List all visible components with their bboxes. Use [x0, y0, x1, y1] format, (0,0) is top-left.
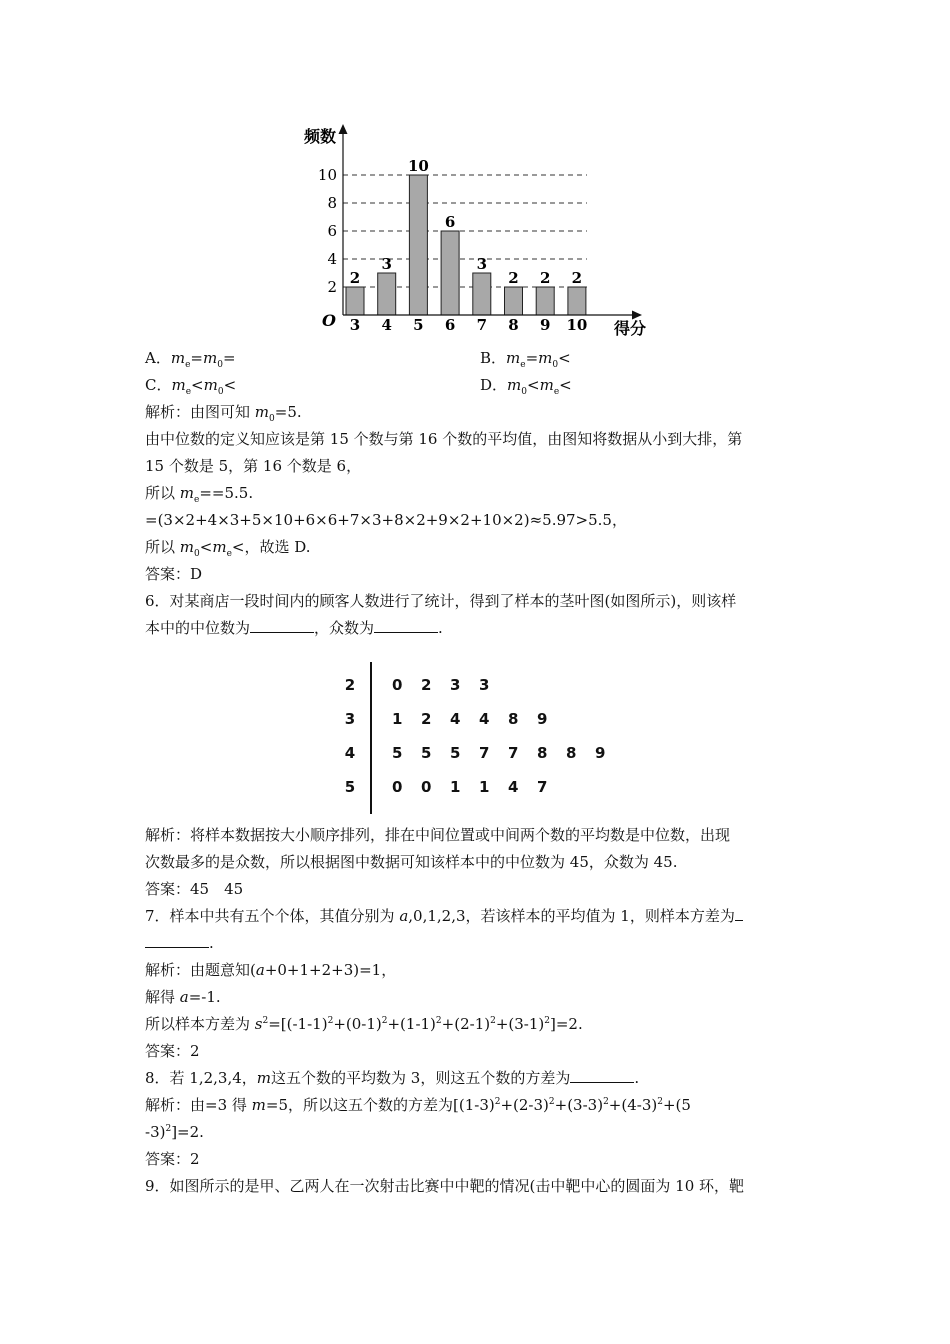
x-tick-label: 9	[539, 316, 551, 334]
option-d: D．$m_0<m_e<$	[480, 376, 572, 397]
bar-value-label: 6	[444, 213, 456, 231]
leaf-value: 2	[421, 710, 432, 728]
leaf-value: 8	[508, 710, 519, 728]
bar-value-label: 10	[407, 157, 429, 175]
q6-stem-line-2: 本中的中位数为 ，众数为 .	[145, 619, 443, 637]
q5-solution-line-2: 由中位数的定义知应该是第 15 个数与第 16 个数的平均值，由图知将数据从小到大排，第	[145, 430, 743, 448]
x-tick-label: 5	[413, 316, 424, 334]
leaf-value: 5	[450, 744, 461, 762]
q5-solution-line-6: 所以 $m_0<m_e<$，故选 D.	[145, 538, 311, 559]
leaf-value: 5	[421, 744, 432, 762]
options-row-2	[145, 372, 815, 399]
leaf-value: 7	[508, 744, 519, 762]
x-tick-label: 4	[381, 316, 392, 334]
leaf-value: 1	[392, 710, 403, 728]
stem-value: 4	[344, 744, 356, 762]
bar	[505, 287, 523, 315]
leaf-value: 0	[421, 778, 432, 796]
y-tick-label: 6	[327, 222, 337, 240]
q5-answer: 答案：D	[145, 565, 203, 583]
bar	[346, 287, 364, 315]
leaf-value: 3	[479, 676, 490, 694]
leaf-value: 3	[450, 676, 461, 694]
leaf-list	[392, 710, 566, 728]
answer-blank	[570, 1068, 634, 1083]
stem-value: 3	[344, 710, 356, 728]
leaf-value: 0	[392, 676, 403, 694]
leaf-value: 2	[421, 676, 432, 694]
bar-value-label: 3	[381, 255, 392, 273]
bar-value-label: 2	[349, 269, 361, 287]
q5-solution-line-4: 所以 $m_e==5.5$.	[145, 484, 254, 505]
answer-blank	[735, 906, 743, 921]
leaf-value: 5	[392, 744, 403, 762]
q7-solution-line-1: 解析：由题意知(a+0+1+2+3)=1，	[145, 961, 397, 979]
leaf-value: 1	[479, 778, 490, 796]
leaf-list	[392, 778, 566, 796]
q6-solution-line-2: 次数最多的是众数，所以根据图中数据可知该样本中的中位数为 45，众数为 45.	[145, 853, 678, 871]
bar	[536, 287, 554, 315]
leaf-value: 4	[479, 710, 490, 728]
q5-solution-line-5: =(3×2+4×3+5×10+6×6+7×3+8×2+9×2+10×2)≈5.97>5.5，	[145, 511, 627, 529]
leaf-value: 0	[392, 778, 403, 796]
q6-answer: 答案：45 45	[145, 880, 244, 898]
leaf-value: 7	[537, 778, 548, 796]
x-tick-label: 6	[444, 316, 456, 334]
x-tick-label: 7	[476, 316, 488, 334]
q7-stem-line-1: 7．样本中共有五个个体，其值分别为 a,0,1,2,3，若该样本的平均值为 1，则样本方差为	[145, 903, 815, 930]
option-a: A．$m_e=m_0=$	[145, 349, 236, 370]
leaf-list	[392, 744, 624, 762]
q8-solution-line-1: 解析：由=3 得 m=5，所以这五个数的方差为[$(1-3)^2+(2-3)^2+(3-3)^2+(4-3)^2+(5$	[145, 1096, 691, 1114]
leaf-value: 7	[479, 744, 490, 762]
y-tick-label: 8	[327, 194, 337, 212]
leaf-value: 1	[450, 778, 461, 796]
bar	[473, 273, 491, 315]
bar	[441, 231, 459, 315]
y-tick-label: 4	[327, 250, 337, 268]
stem-value: 5	[344, 778, 356, 796]
q7-stem-line-2: .	[145, 930, 815, 957]
x-tick-label: 8	[508, 316, 519, 334]
q9-stem-line-1: 9．如图所示的是甲、乙两人在一次射击比赛中中靶的情况(击中靶中心的圆面为 10 环，靶	[145, 1177, 745, 1195]
y-axis-arrow	[339, 124, 348, 134]
answer-blank	[145, 933, 209, 948]
question-6-solution-block	[145, 822, 815, 1200]
q7-solution-line-3: 所以样本方差为 $s^2=[(-1-1)^2+(0-1)^2+(1-1)^2+(2-1)^2+(3-1)^2]=2$.	[145, 1015, 583, 1033]
bar	[568, 287, 586, 315]
question-5-block	[145, 345, 815, 642]
options-row-1	[145, 345, 815, 372]
answer-blank	[374, 618, 438, 633]
stem-leaf-row	[330, 770, 566, 804]
leaf-value: 4	[508, 778, 519, 796]
stem-leaf-row	[330, 736, 624, 770]
stem-leaf-row	[330, 702, 566, 736]
q7-solution-line-2: 解得 a=-1.	[145, 988, 221, 1006]
option-b: B．$m_e=m_0<$	[480, 349, 571, 370]
q5-solution-line-1: 解析：由图可知 $m_0=5$.	[145, 403, 302, 424]
x-tick-label: 10	[566, 316, 588, 334]
q6-solution-line-1: 解析：将样本数据按大小顺序排列，排在中间位置或中间两个数的平均数是中位数，出现	[145, 826, 731, 844]
q8-answer: 答案：2	[145, 1150, 200, 1168]
stem-value: 2	[344, 676, 356, 694]
y-tick-label: 10	[317, 166, 337, 184]
leaf-value: 8	[537, 744, 548, 762]
answer-blank	[250, 618, 314, 633]
bar-value-label: 2	[571, 269, 583, 287]
stem-leaf-row	[330, 668, 508, 702]
leaf-value: 9	[537, 710, 548, 728]
bar-value-label: 2	[539, 269, 551, 287]
y-axis-label: 频数	[303, 127, 337, 146]
x-tick-label: 3	[349, 316, 361, 334]
bar-value-label: 3	[476, 255, 488, 273]
bar	[378, 273, 396, 315]
leaf-value: 9	[595, 744, 606, 762]
q8-stem: 8．若 1,2,3,4，m这五个数的平均数为 3，则这五个数的方差为 .	[145, 1069, 640, 1087]
q6-stem-line-1: 6．对某商店一段时间内的顾客人数进行了统计，得到了样本的茎叶图(如图所示)，则该样	[145, 592, 737, 610]
leaf-value: 8	[566, 744, 577, 762]
option-c: C．$m_e<m_0<$	[145, 376, 237, 397]
q7-answer: 答案：2	[145, 1042, 200, 1060]
leaf-value: 4	[450, 710, 461, 728]
x-axis-label: 得分	[613, 319, 647, 338]
q8-solution-line-2: -3)$^2$]=2.	[145, 1123, 204, 1141]
leaf-list	[392, 676, 508, 694]
stem-leaf-plot	[330, 662, 630, 814]
frequency-bar-chart	[280, 115, 660, 345]
origin-label: O	[322, 311, 336, 330]
y-tick-label: 2	[327, 278, 337, 296]
chart-bars	[346, 175, 586, 315]
bar	[409, 175, 427, 315]
q5-solution-line-3: 15 个数是 5，第 16 个数是 6，	[145, 457, 362, 475]
bar-value-label: 2	[508, 269, 519, 287]
